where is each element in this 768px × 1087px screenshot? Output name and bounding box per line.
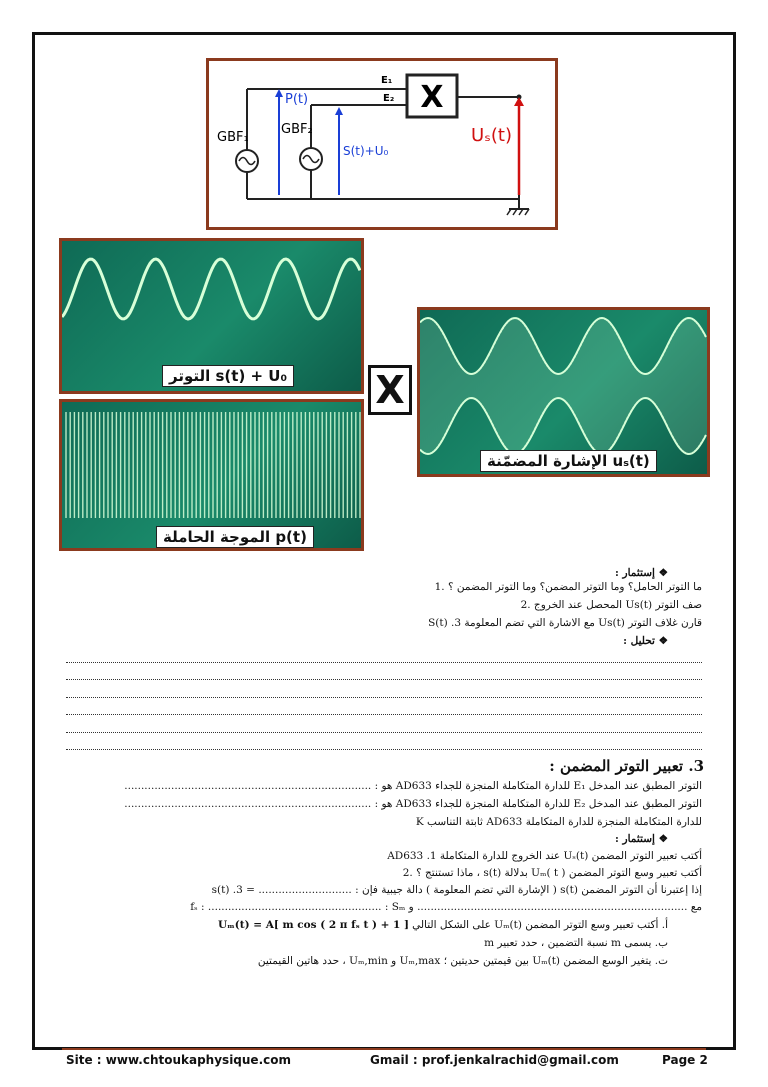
multiply-symbol: X: [368, 365, 412, 415]
scope-modulated-label: الإشارة المضمّنة uₛ(t): [480, 450, 657, 472]
section-3-invest-title: ❖ إستثمار :: [615, 833, 668, 845]
scope-carrier: [59, 399, 364, 551]
section-3-title: 3. تعبير التوتر المضمن :: [549, 757, 704, 775]
e2-label: E₂: [383, 93, 395, 104]
exploitation-title: ❖ إستثمار :: [615, 567, 668, 579]
footer-gmail: Gmail : prof.jenkalrachid@gmail.com: [370, 1053, 619, 1067]
p-label: P(t): [285, 92, 309, 107]
question-3: قارن غلاف التوتر Us(t) مع الاشارة التي تضم المعلومة S(t) .3: [428, 617, 702, 629]
answer-line[interactable]: [66, 732, 702, 733]
scope-signal-label: التوتر s(t) + U₀: [162, 365, 294, 387]
answer-line[interactable]: [66, 679, 702, 680]
multiplier-label: X: [420, 80, 444, 115]
footer-divider: [62, 1048, 706, 1050]
section-3-question-3: إذا إعتبرنا أن التوتر المضمن s(t) ( الإشارة التي تضم المعلومة ) دالة جيبية فإن : ............................ = s(t) .3: [211, 884, 702, 896]
section-3-question-1: أكتب تعبير التوتر المضمن Uₛ(t) عند الخروج للدارة المتكاملة AD633 .1: [387, 850, 702, 862]
output-label: Uₛ(t): [471, 125, 512, 146]
answer-line[interactable]: [66, 749, 702, 750]
circuit-svg: [209, 61, 555, 227]
section-3-question-c: ت. يتغير الوسع المضمن Uₘ(t) بين قيمتين حديتين ؛ Uₘ,max و Uₘ,min ، حدد هاتين القيمتين: [257, 955, 668, 967]
scope-carrier-label: الموجة الحاملة p(t): [156, 526, 314, 548]
analysis-title: ❖ تحليل :: [623, 635, 668, 647]
e1-label: E₁: [381, 75, 393, 86]
answer-line[interactable]: [66, 714, 702, 715]
amplitude-formula: Uₘ(t) = A[ m cos ( 2 π fₛ t ) + 1 ]: [218, 919, 409, 931]
section-3-line-2: التوتر المطبق عند المدخل E₂ للدارة المتكاملة المنجزة للجداء AD633 هو : ..........................................................................: [124, 798, 702, 810]
circuit-diagram: [206, 58, 558, 230]
answer-line[interactable]: [66, 697, 702, 698]
answer-line[interactable]: [66, 662, 702, 663]
s-label: S(t)+U₀: [343, 144, 389, 158]
gbf1-label: GBF₁: [217, 130, 249, 145]
footer-site: Site : www.chtoukaphysique.com: [66, 1053, 291, 1067]
section-3-question-a: أ. أكتب تعبير وسع التوتر المضمن Uₘ(t) على الشكل التالي :: [405, 919, 668, 931]
footer-page: Page 2: [662, 1053, 708, 1067]
question-1: ما التوتر الحامل؟ وما التوتر المضمن؟ وما التوتر المضمن ؟ .1: [434, 581, 702, 593]
scope-signal: [59, 238, 364, 394]
section-3-with: مع ................................................................................. و fₛ : .................................................... : Sₘ: [190, 901, 702, 913]
scope-modulated: [417, 307, 710, 477]
question-2: صف التوتر Us(t) المحصل عند الخروج .2: [520, 599, 702, 611]
gbf2-label: GBF₂: [281, 122, 313, 137]
section-3-question-b: ب. يسمى m نسبة التضمين ، حدد تعبير m: [484, 937, 668, 949]
section-3-line-3: للدارة المتكاملة المنجزة للدارة المتكاملة AD633 ثابتة التناسب K: [415, 816, 702, 828]
section-3-line-1: التوتر المطبق عند المدخل E₁ للدارة المتكاملة المنجزة للجداء AD633 هو : ..........................................................................: [124, 780, 702, 792]
section-3-question-2: أكتب تعبير وسع التوتر المضمن Uₘ( t ) بدلالة s(t) ، ماذا تستنتج ؟ .2: [402, 867, 702, 879]
